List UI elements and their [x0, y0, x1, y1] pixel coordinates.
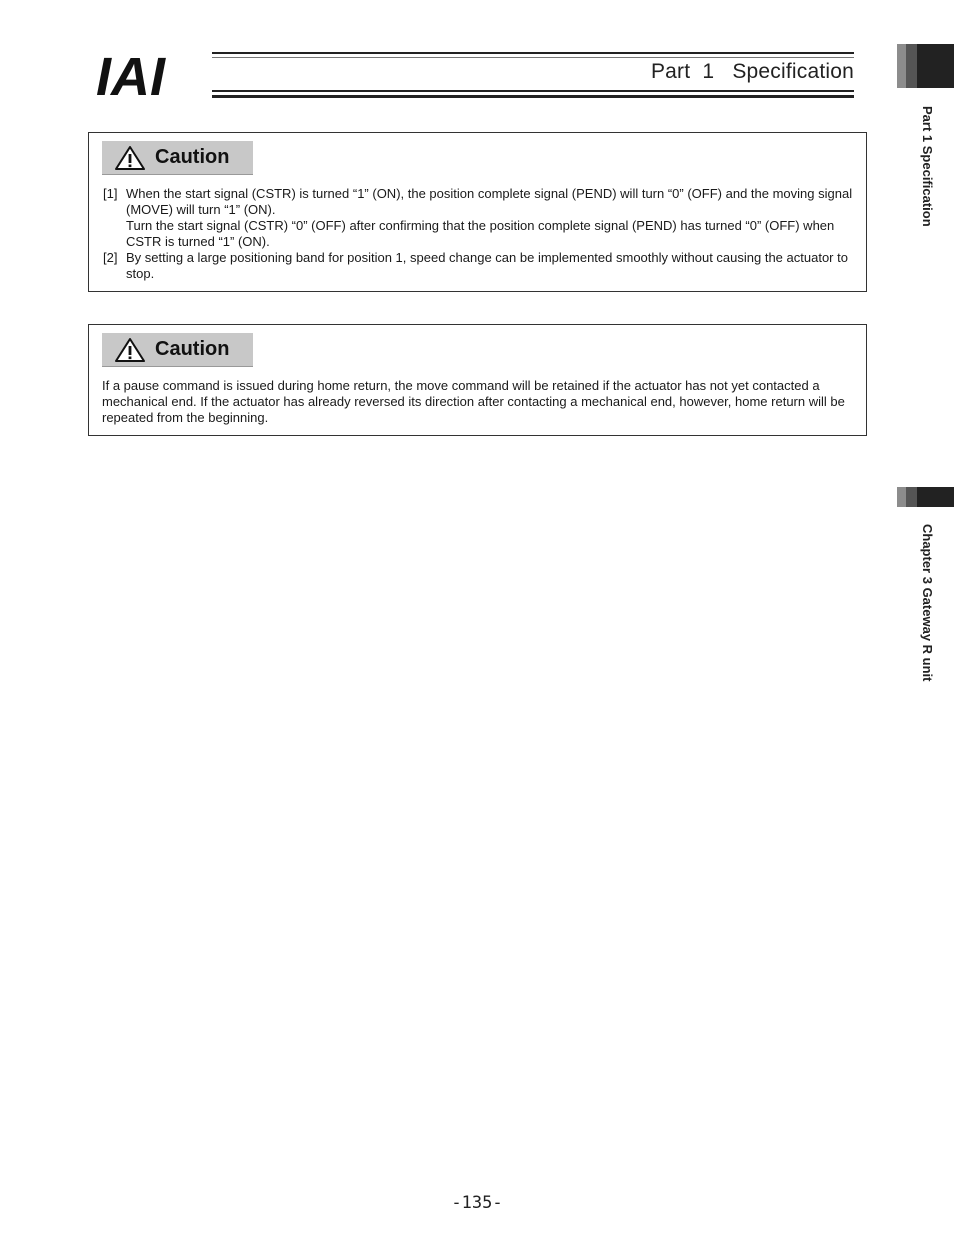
warning-triangle-icon: [114, 145, 146, 171]
caution-box-2: [88, 324, 867, 436]
side-tab-part: [897, 44, 954, 88]
side-tab-chapter: [897, 487, 954, 507]
side-label-chapter: Chapter 3 Gateway R unit: [920, 524, 935, 682]
caution-1-list: [103, 186, 857, 282]
caution-title-1: Caution: [155, 146, 230, 168]
warning-triangle-icon: [114, 337, 146, 363]
iai-logo: [96, 52, 216, 98]
logo-text: IAI: [96, 52, 166, 98]
side-label-part: Part 1 Specification: [920, 106, 935, 227]
caution-label-1: [102, 141, 253, 175]
list-item: [1] When the start signal (CSTR) is turned “1” (ON), the position complete signal (PEND) will turn “0” (OFF) and the moving signal (MOVE) will turn “1” (ON). Turn the start signal (CSTR) “0” (OFF) after confirming that the position complete signal (PEND) has turned “0” (OFF) when CSTR is turned “1” (ON).: [103, 186, 853, 249]
caution-box-1: [88, 132, 867, 292]
page-number: -135-: [451, 1193, 503, 1213]
caution-title-2: Caution: [155, 338, 230, 360]
header-title: Part 1 Specification: [650, 60, 854, 83]
caution-2-text: If a pause command is issued during home return, the move command will be retained if the actuator has not yet contacted a mechanical end. If the actuator has already reversed its direction after contacting a mechanical end, however, home return will be repeated from the beginning.: [102, 378, 845, 425]
list-item: [2] By setting a large positioning band for position 1, speed change can be implemented smoothly without causing the actuator to stop.: [103, 250, 848, 281]
caution-label-2: [102, 333, 253, 367]
